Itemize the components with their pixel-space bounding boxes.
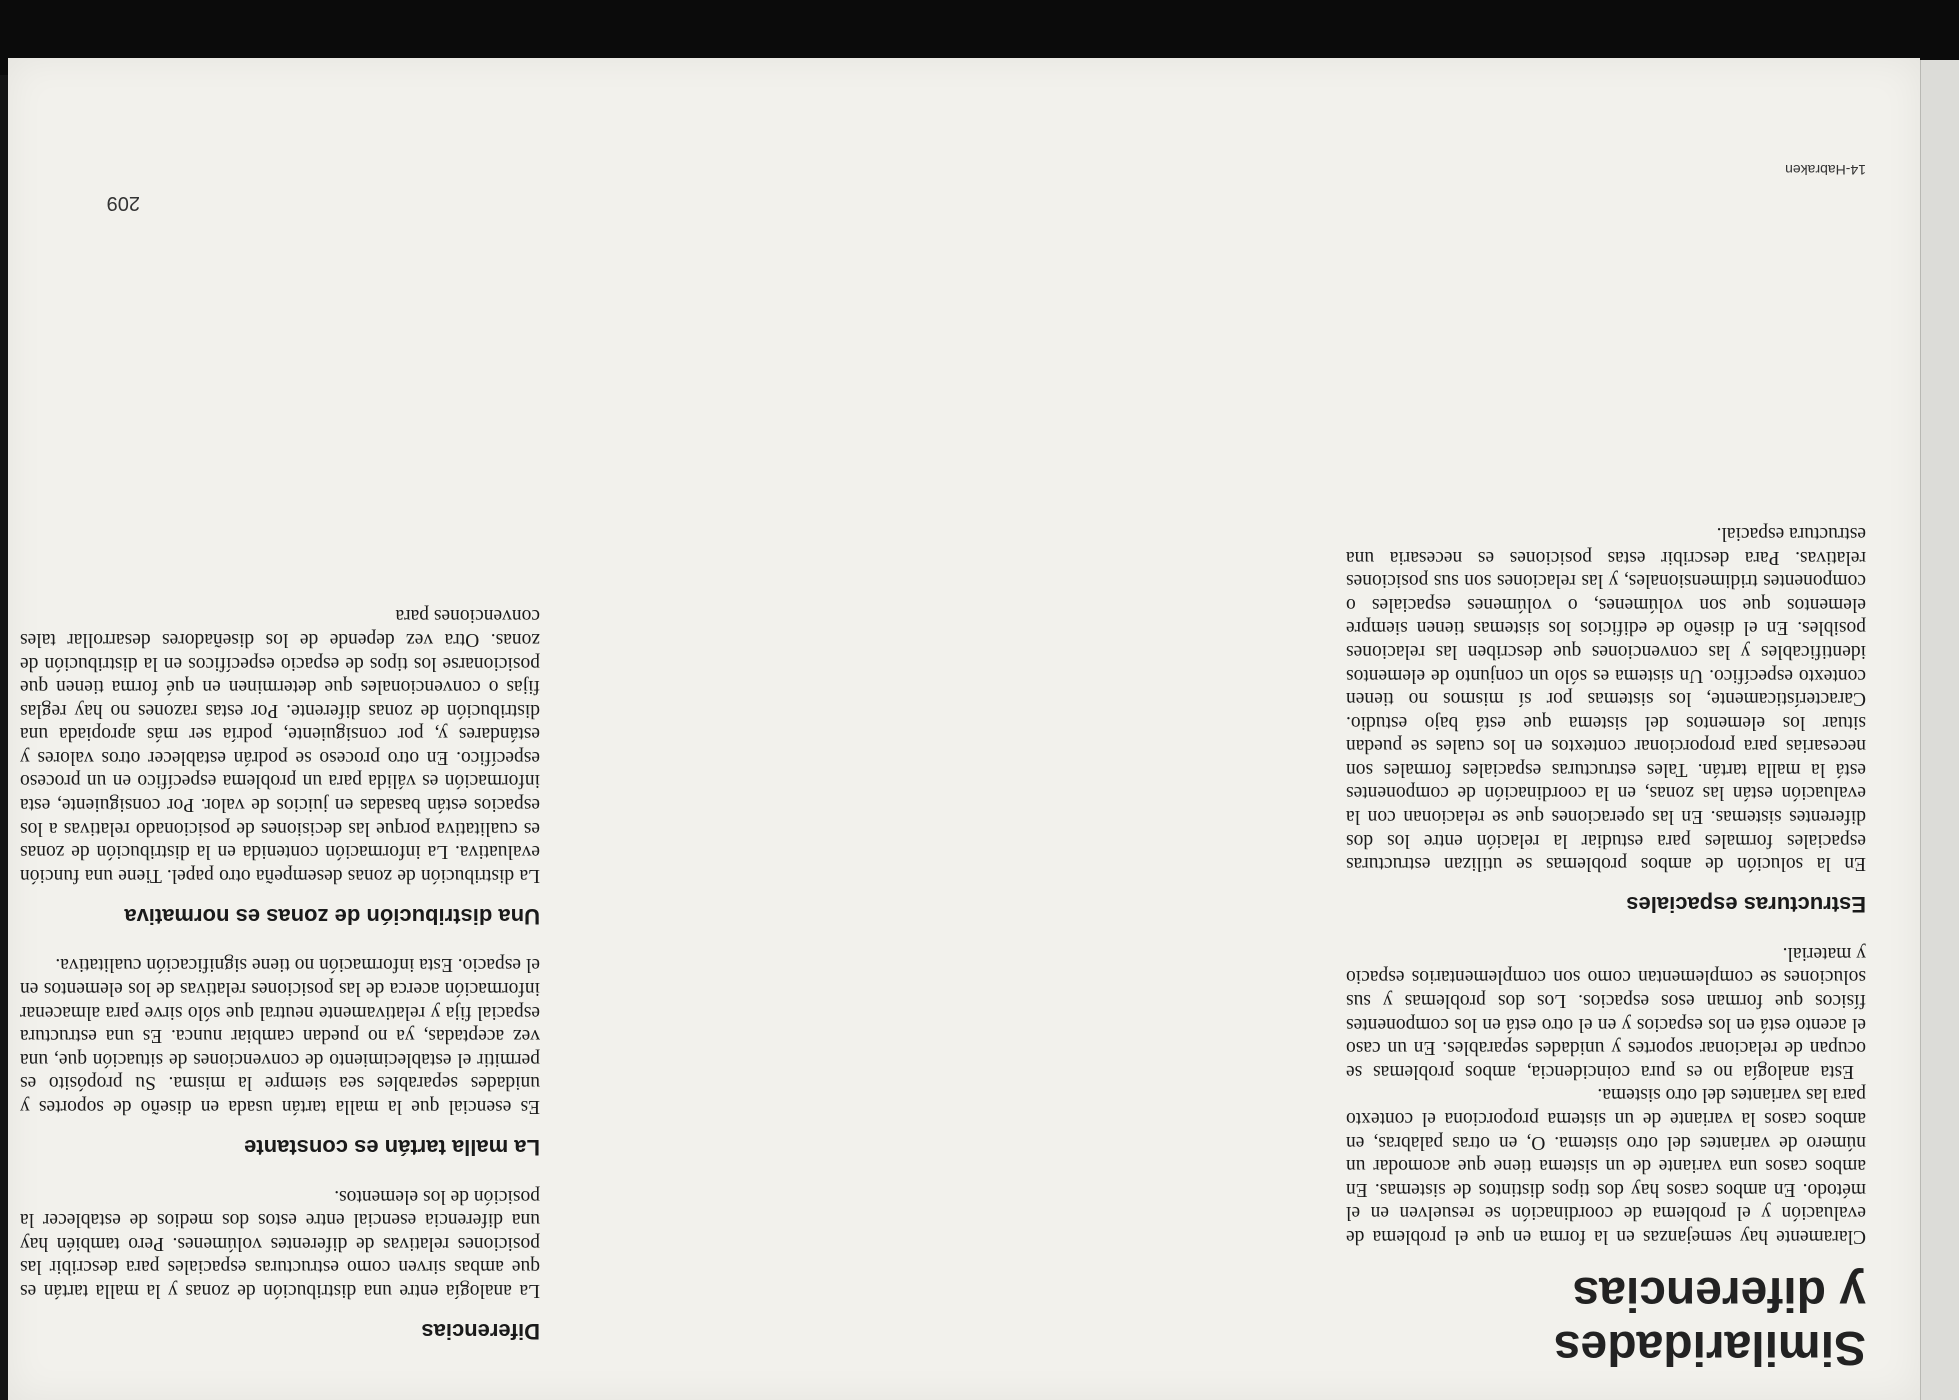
left-column: [1346, 521, 1866, 1374]
rotated-page-content: [8, 58, 1920, 1400]
intro-paragraph-1: Claramente hay semejanzas en la forma en que el problema de evaluación y el problema de coordinación se resuelven en el método. En ambos casos hay dos tipos distintos de sistemas. En ambos casos una variante de un sistema tiene que acomodar un número de variantes del otro sistema. O, en otras palabras, en ambos casos la variante de un sistema proporciona el contexto para las variantes del otro sistema.: [1346, 1084, 1866, 1247]
right-column: [20, 604, 540, 1344]
heading-malla-tartan: La malla tartán es constante: [244, 1135, 540, 1161]
chapter-title-line2: y diferencias: [1572, 1267, 1866, 1320]
heading-distribucion-normativa: Una distribución de zonas es normativa: [124, 903, 540, 929]
book-page: [8, 58, 1920, 1400]
estructuras-paragraph: En la solución de ambos problemas se utilizan estructuras espaciales formales para estudiar la relación entre los dos diferentes sistemas. En las operaciones que se relacionan con la evaluación están las zonas, en la coordinación de componentes está la malla tartán. Tales estructuras espaciales formales son necesarias para proporcionar contextos en los cuales se puedan situar los elementos del sistema que está bajo estudio. Característicamente, los sistemas por sí mismos no tienen contexto específico. Un sistema es sólo un conjunto de elementos identificables y las convenciones que describen las relaciones posibles. En el diseño de edificios los sistemas tienen siempre elementos que son volúmenes, o volúmenes espaciales o componentes tridimensionales, y las relaciones son sus posiciones relativas. Para describir estas posiciones es necesaria una estructura espacial.: [1346, 522, 1866, 875]
heading-estructuras-espaciales: Estructuras espaciales: [1626, 892, 1866, 918]
running-head: 14-Habraken: [1785, 162, 1866, 178]
intro-paragraph-2: Esta analogía no es pura coincidencia, ambos problemas se ocupan de relacionar soportes y unidades separables. En un caso el acento está en los espacios y en el otro está en los componentes físicos que forman esos espacios. Los dos problemas y sus soluciones se complementan como son complementarios espacio y material.: [1346, 942, 1866, 1082]
diferencias-paragraph: La analogía entre una distribución de zonas y la malla tartán es que ambas sirven como estructuras espaciales para describir las posiciones relativas de diferentes volúmenes. Pero también hay una diferencia esencial entre estos dos medios de establecer la posición de los elementos.: [20, 1185, 540, 1301]
malla-paragraph: Es esencial que la malla tartán usada en diseño de soportes y unidades separables sea siempre la misma. Su propósito es permitir el establecimiento de convenciones de situación que, una vez aceptadas, ya no puedan cambiar nunca. Es una estructura espacial fija y relativamente neutral que sólo sirve para almacenar información acerca de las posiciones relativas de los elementos en el espacio. Esta información no tiene significación cualitativa.: [20, 954, 540, 1118]
heading-diferencias: Diferencias: [421, 1319, 540, 1344]
page-number: 209: [106, 192, 140, 214]
normativa-paragraph: La distribución de zonas desempeña otro papel. Tiene una función evaluativa. La información contenida en la distribución de zonas es cualitativa porque las decisiones de posicionado relativas a los espacios están basadas en juicios de valor. Por consiguiente, esta información es válida para un problema específico en un proceso específico. En otro proceso se podrán establecer otros valores y estándares y, por consiguiente, podría ser más apropiada una distribución de zonas diferente. Por estas razones no hay reglas fijas o convencionales que determinen en qué forma tienen que posicionarse los tipos de espacio específicos en la distribución de zonas. Otra vez depende de los diseñadores desarrollar tales convenciones para: [20, 605, 540, 886]
chapter-title: [1346, 1266, 1866, 1374]
chapter-title-line1: Similaridades: [1553, 1321, 1866, 1374]
page-edge: [1920, 60, 1959, 1400]
